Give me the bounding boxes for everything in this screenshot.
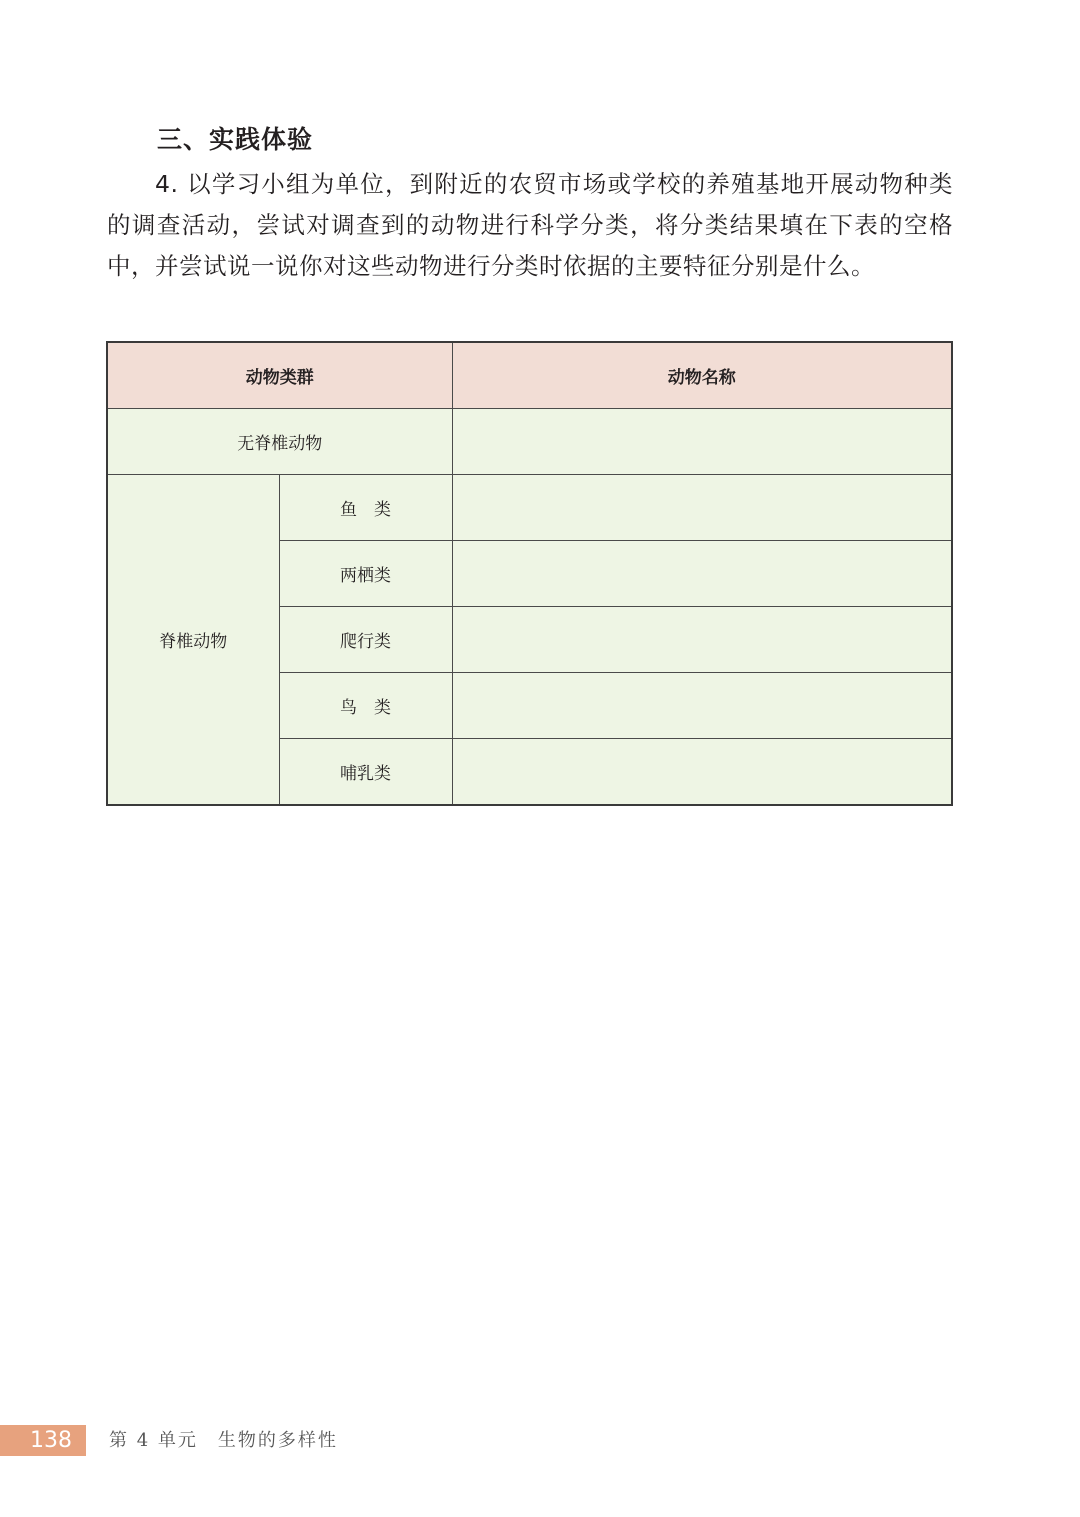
reptile-label: 爬行类 — [279, 607, 452, 673]
unit-title: 第 4 单元 生物的多样性 — [109, 1430, 338, 1451]
table-row — [107, 409, 952, 475]
mammal-label: 哺乳类 — [279, 739, 452, 806]
vertebrate-label: 脊椎动物 — [107, 475, 279, 806]
table-row — [107, 475, 952, 541]
task-instructions: 4. 以学习小组为单位，到附近的农贸市场或学校的养殖基地开展动物种类的调查活动，尝试对调查到的动物进行科学分类，将分类结果填在下表的空格中，并尝试说一说你对这些动物进行分类时依据的主要特征分别是什么。 — [107, 170, 953, 280]
reptile-names-cell[interactable] — [452, 607, 952, 673]
page-number: 138 — [30, 1428, 72, 1453]
mammal-names-cell[interactable] — [452, 739, 952, 806]
invertebrate-names-cell[interactable] — [452, 409, 952, 475]
fish-names-cell[interactable] — [452, 475, 952, 541]
fish-label: 鱼 类 — [279, 475, 452, 541]
header-animal-name: 动物名称 — [452, 342, 952, 409]
table-header-row — [107, 342, 952, 409]
animal-classification-table — [106, 341, 953, 806]
bird-names-cell[interactable] — [452, 673, 952, 739]
amphibian-names-cell[interactable] — [452, 541, 952, 607]
section-title: 三、实践体验 — [157, 125, 314, 154]
header-animal-group: 动物类群 — [107, 342, 452, 409]
amphibian-label: 两栖类 — [279, 541, 452, 607]
bird-label: 鸟 类 — [279, 673, 452, 739]
invertebrate-label: 无脊椎动物 — [107, 409, 452, 475]
